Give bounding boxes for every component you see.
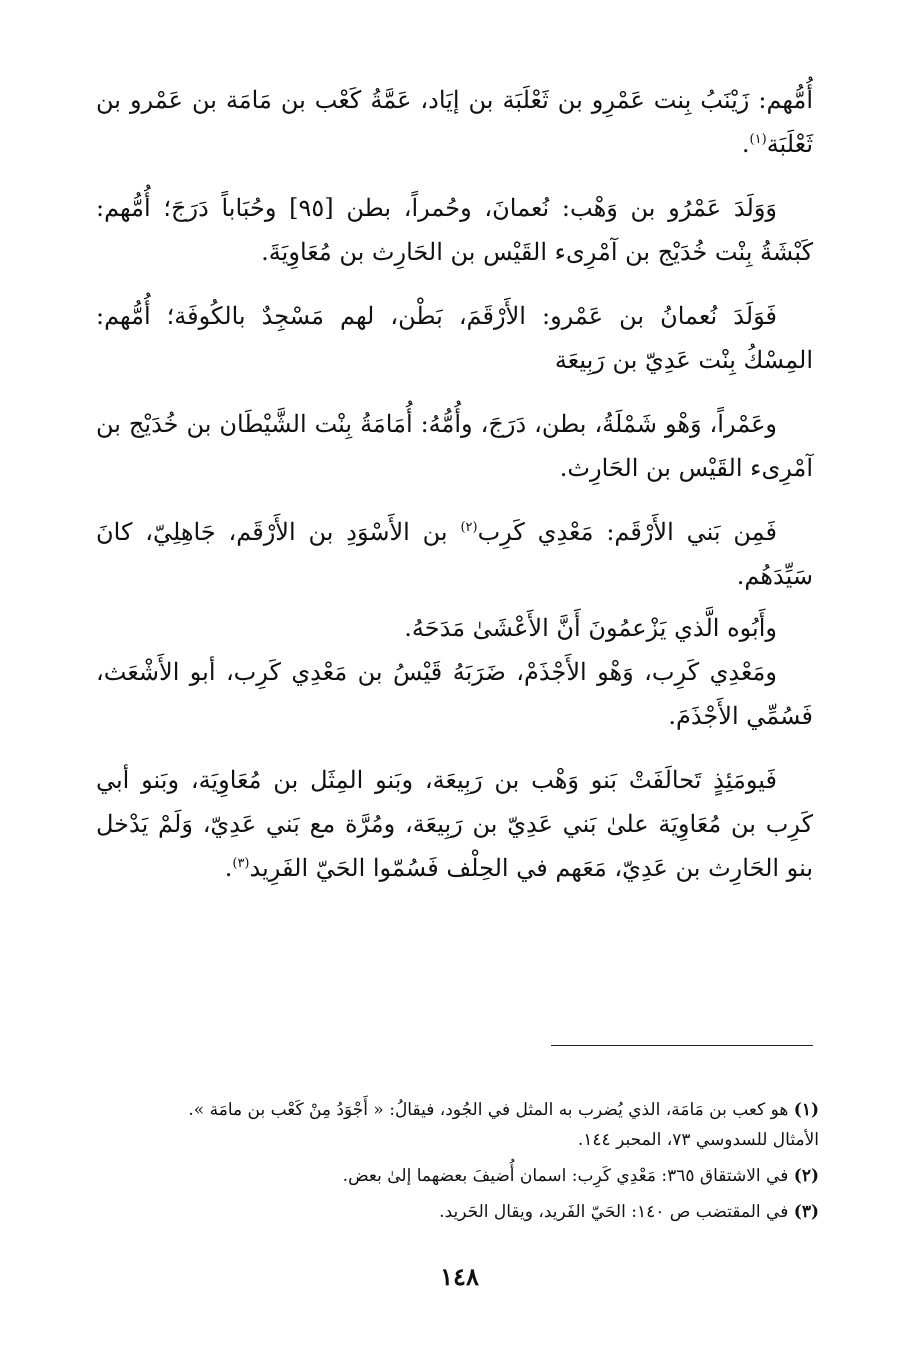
- page-number: ١٤٨: [440, 1262, 479, 1291]
- footnote-ref-3: (٣): [232, 856, 250, 871]
- footnote-text: هو كعب بن مَامَة، الذي يُضرب به المثل في الجُود، فيقالُ: « أَجْوَدُ مِنْ كَعْب بن مامَة ».: [188, 1100, 789, 1120]
- paragraph-5-tail: بن الأَسْوَدِ بن الأَرْقَم، جَاهِلِيّ، كانَ سَيِّدَهُم.: [96, 518, 813, 590]
- footnote-text: في المقتضب ص ١٤٠: الحَيّ الفَريد، ويقال الحَريد.: [439, 1202, 789, 1222]
- paragraph-6: وأَبُوه الَّذي يَزْعمُونَ أَنَّ الأَعْشَىٰ مَدَحَهُ.: [404, 614, 777, 642]
- paragraph-1: [96, 78, 813, 166]
- footnote-text: في الاشتقاق ٣٦٥: مَعْدِي كَرِب: اسمان أُضيفَ بعضهما إلىٰ بعض.: [342, 1166, 789, 1186]
- paragraph-8-tail: .: [224, 854, 233, 882]
- footnote-divider: [551, 1045, 813, 1046]
- paragraph-3: فَوَلَدَ نُعمانُ بن عَمْرو: الأَرْقَمَ، بَطْن، لهم مَسْجِدٌ بالكُوفَة؛ أُمُّهم: المِسْكُ بِنْت عَدِيّ بن رَبِيعَة: [96, 302, 813, 374]
- footnote-1: [96, 1095, 819, 1155]
- footnote-ref-2: (٢): [460, 520, 478, 535]
- footnote-ref-1: (١): [749, 132, 767, 147]
- footnote-2: [96, 1161, 819, 1191]
- paragraph-7: ومَعْدِي كَرِب، وَهْو الأَجْذَمْ، ضَرَبَهُ قَيْسُ بن مَعْدِي كَرِب، أبو الأَشْعَث، فَسُمِّي الأَجْذَمَ.: [96, 658, 813, 730]
- paragraph-8-text: فَيومَئِذٍ تَحالَفَتْ بَنو وَهْب بن رَبِيعَة، وبَنو المِثَل بن مُعَاوِيَة، وبَنو أبي كَرِب بن مُعَاوِيَة علىٰ بَني عَدِيّ بن رَبِيعَة، ومُرَّة مع بَني عَدِيّ، وَلَمْ يَدْخل بنو الحَارِث بن عَدِيّ، مَعَهم في الحِلْف فَسُمّوا الحَيّ الفَرِيد: [96, 766, 813, 882]
- footnotes: [96, 1095, 819, 1233]
- footnote-number: (١): [793, 1100, 819, 1120]
- paragraph-5: [96, 510, 813, 598]
- footnote-number: (٢): [793, 1166, 819, 1186]
- paragraph-1-text: أُمُّهم: زَيْنَبُ بِنت عَمْرِو بن ثَعْلَبَة بن إيَاد، عَمَّةُ كَعْب بن مَامَة بن عَمْرو بن ثَعْلَبَة: [96, 86, 813, 158]
- main-text: [96, 78, 813, 890]
- paragraph-8: [96, 758, 813, 890]
- paragraph-5-text: فَمِن بَني الأَرْقَم: مَعْدِي كَرِب: [477, 518, 777, 546]
- footnote-continuation: الأمثال للسدوسي ٧٣، المحبر ١٤٤.: [577, 1130, 819, 1150]
- footnote-3: [96, 1197, 819, 1227]
- paragraph-1-tail: .: [741, 130, 750, 158]
- paragraph-4: وعَمْراً، وَهْو شَمْلَةُ، بطن، دَرَجَ، وأُمُّهُ: أُمَامَةُ بِنْت الشَّيْطَان بن خُدَيْج بن آمْرِىء القَيْس بن الحَارِث.: [96, 410, 813, 482]
- paragraph-2: وَوَلَدَ عَمْرُو بن وَهْب: نُعمانَ، وحُمراً، بطن [٩٥] وحُبَاباً دَرَجَ؛ أُمُّهم: كَبْشَةُ بِنْت خُدَيْج بن آمْرِىء القَيْس بن الحَارِث بن مُعَاوِيَةَ.: [96, 194, 813, 266]
- footnote-number: (٣): [793, 1202, 819, 1222]
